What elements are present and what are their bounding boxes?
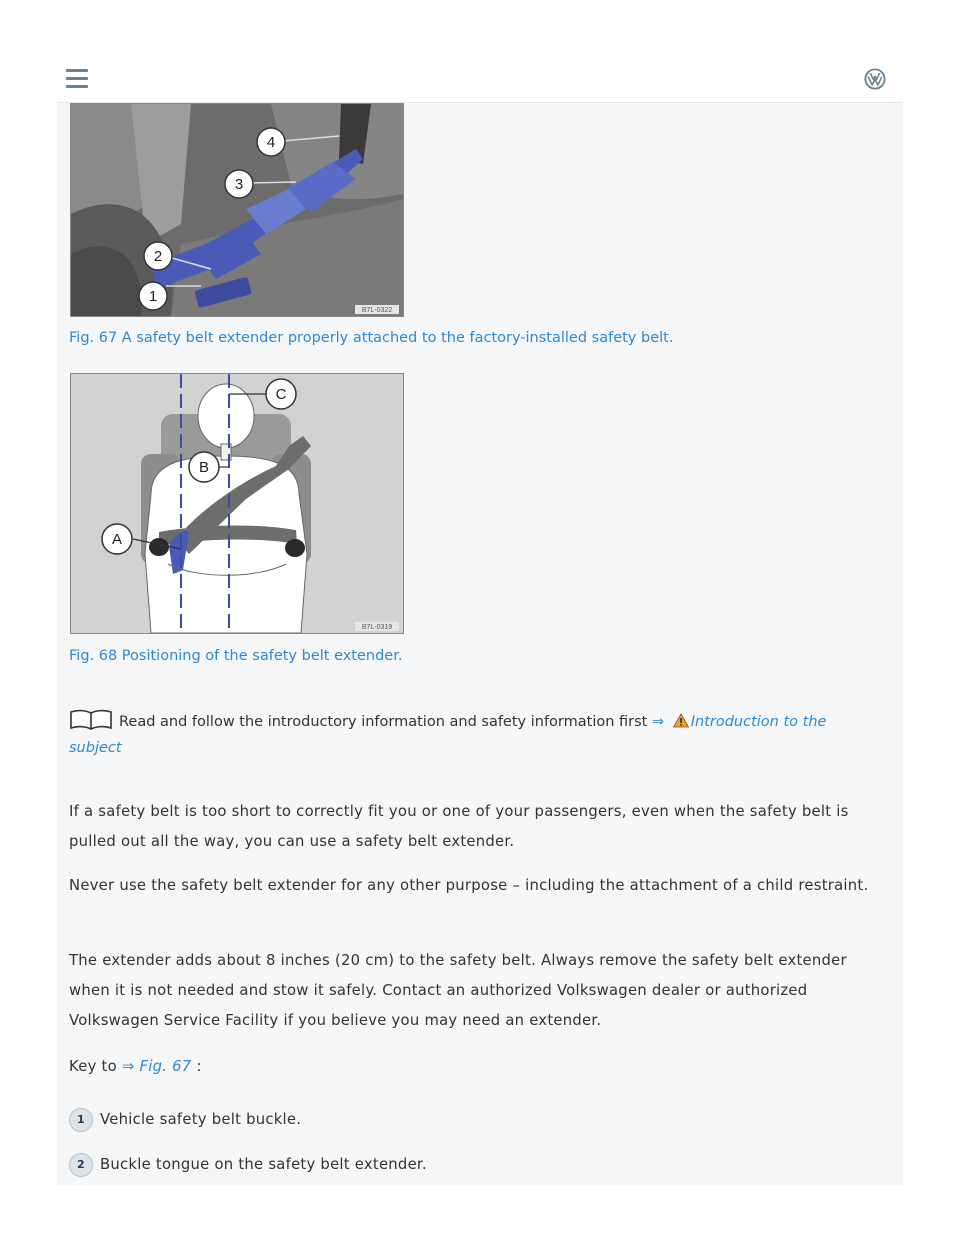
callout-3 xyxy=(225,170,253,198)
svg-text:4: 4 xyxy=(266,134,276,151)
introduction-link-cont[interactable]: subject xyxy=(69,740,122,756)
callout-b xyxy=(189,452,219,482)
key-suffix: : xyxy=(196,1058,202,1075)
callout-4 xyxy=(257,128,285,156)
vw-logo-icon[interactable] xyxy=(864,68,886,90)
figure-67-caption: Fig. 67 A safety belt extender properly attached to the factory-installed safety belt. xyxy=(69,330,674,346)
svg-text:C: C xyxy=(275,386,287,403)
figure-code: B7L-0322 xyxy=(361,307,393,314)
key-number-badge: 2 xyxy=(69,1153,93,1177)
svg-text:B: B xyxy=(198,459,210,476)
top-bar xyxy=(57,54,903,103)
paragraph: The extender adds about 8 inches (20 cm) to the safety belt. Always remove the safety belt extender when it is not needed and stow it safely. Contact an authorized Volkswagen dealer or authorized Volkswagen Service Facility if you believe you may need an extender. xyxy=(69,952,847,1029)
key-item-1 xyxy=(69,1108,301,1132)
key-prefix: Key to xyxy=(69,1058,117,1075)
key-item-text: Buckle tongue on the safety belt extender. xyxy=(100,1156,427,1173)
intro-text: Read and follow the introductory information and safety information first xyxy=(119,714,648,730)
key-item-text: Vehicle safety belt buckle. xyxy=(100,1111,302,1128)
svg-text:2: 2 xyxy=(153,248,163,265)
callout-c xyxy=(266,379,296,409)
intro-arrow[interactable]: ⇒ xyxy=(651,714,665,730)
callout-1 xyxy=(139,282,167,310)
callout-a xyxy=(102,524,132,554)
menu-icon[interactable] xyxy=(66,69,88,89)
open-book-icon xyxy=(69,709,113,730)
key-number-badge: 1 xyxy=(69,1108,93,1132)
paragraph: Never use the safety belt extender for any other purpose – including the attachment of a child restraint. xyxy=(69,877,869,894)
callout-2 xyxy=(144,242,172,270)
figure-code: B7L-0319 xyxy=(361,624,393,631)
figure-67-illustration xyxy=(70,103,404,317)
warning-triangle-icon xyxy=(673,713,689,728)
figure-67-link[interactable]: ⇒ Fig. 67 xyxy=(121,1058,192,1075)
svg-text:1: 1 xyxy=(148,288,158,305)
intro-note xyxy=(69,709,891,761)
svg-text:3: 3 xyxy=(234,176,244,193)
figure-68-caption: Fig. 68 Positioning of the safety belt extender. xyxy=(69,648,403,664)
key-heading xyxy=(69,1052,891,1082)
key-item-2 xyxy=(69,1153,427,1177)
figure-68-illustration xyxy=(70,373,404,634)
paragraph: If a safety belt is too short to correctly fit you or one of your passengers, even when the safety belt is pulled out all the way, you can use a safety belt extender. xyxy=(69,803,849,850)
manual-content xyxy=(57,103,903,1185)
svg-text:A: A xyxy=(111,531,123,548)
introduction-link[interactable]: Introduction to the xyxy=(690,714,827,730)
